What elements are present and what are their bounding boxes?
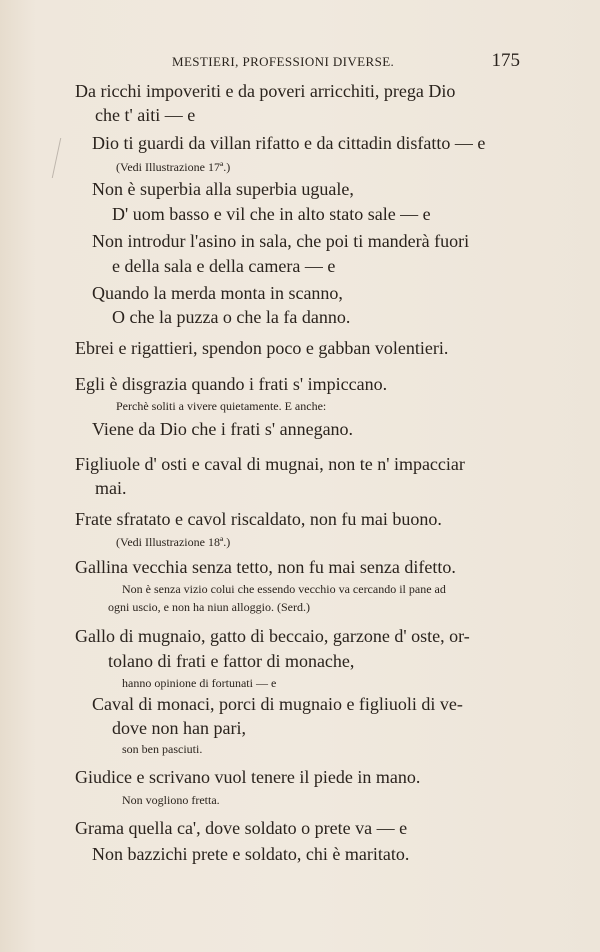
text-line: Frate sfratato e cavol riscaldato, non fu mai buono. xyxy=(75,509,442,529)
commentary-note: Perchè soliti a vivere quietamente. E anche: xyxy=(116,399,327,413)
text-line: dove non han pari, xyxy=(112,718,246,738)
commentary-note: hanno opinione di fortunati — e xyxy=(122,676,277,690)
text-line: che t' aiti — e xyxy=(95,105,196,125)
text-line: D' uom basso e vil che in alto stato sale — e xyxy=(112,204,431,224)
text-line: Viene da Dio che i frati s' annegano. xyxy=(92,419,354,439)
reference-note: (Vedi Illustrazione 17ª.) xyxy=(116,160,231,174)
text-line: tolano di frati e fattor di monache, xyxy=(108,651,355,671)
commentary-note: son ben pasciuti. xyxy=(122,742,203,756)
reference-note: (Vedi Illustrazione 18ª.) xyxy=(116,535,231,549)
commentary-note: ogni uscio, e non ha niun alloggio. (Serd.) xyxy=(108,600,310,614)
text-line: e della sala e della camera — e xyxy=(112,256,336,276)
text-line: Ebrei e rigattieri, spendon poco e gabban volentieri. xyxy=(75,338,449,358)
running-title: MESTIERI, PROFESSIONI DIVERSE. xyxy=(172,54,395,69)
text-line: Egli è disgrazia quando i frati s' impiccano. xyxy=(75,374,388,394)
text-line: Non è superbia alla superbia uguale, xyxy=(92,179,354,199)
text-line: Quando la merda monta in scanno, xyxy=(92,283,343,303)
text-line: Grama quella ca', dove soldato o prete va — e xyxy=(75,818,408,838)
text-line: Non introdur l'asino in sala, che poi ti manderà fuori xyxy=(92,231,470,251)
text-line: Da ricchi impoveriti e da poveri arricchiti, prega Dio xyxy=(75,81,456,101)
text-line: Giudice e scrivano vuol tenere il piede in mano. xyxy=(75,767,421,787)
text-line: Gallo di mugnaio, gatto di beccaio, garzone d' oste, or- xyxy=(75,626,470,646)
running-header xyxy=(160,50,520,74)
text-line: Figliuole d' osti e caval di mugnai, non te n' impacciar xyxy=(75,454,465,474)
margin-mark xyxy=(52,138,78,178)
text-line: O che la puzza o che la fa danno. xyxy=(112,307,351,327)
text-line: Caval di monaci, porci di mugnaio e figliuoli di ve- xyxy=(92,694,463,714)
commentary-note: Non è senza vizio colui che essendo vecchio va cercando il pane ad xyxy=(122,582,446,596)
text-line: Non bazzichi prete e soldato, chi è maritato. xyxy=(92,844,410,864)
text-line: Dio ti guardi da villan rifatto e da cittadin disfatto — e xyxy=(92,133,486,153)
commentary-note: Non vogliono fretta. xyxy=(122,793,220,807)
page-number: 175 xyxy=(491,50,520,71)
text-line: Gallina vecchia senza tetto, non fu mai senza difetto. xyxy=(75,557,456,577)
text-line: mai. xyxy=(95,478,127,498)
